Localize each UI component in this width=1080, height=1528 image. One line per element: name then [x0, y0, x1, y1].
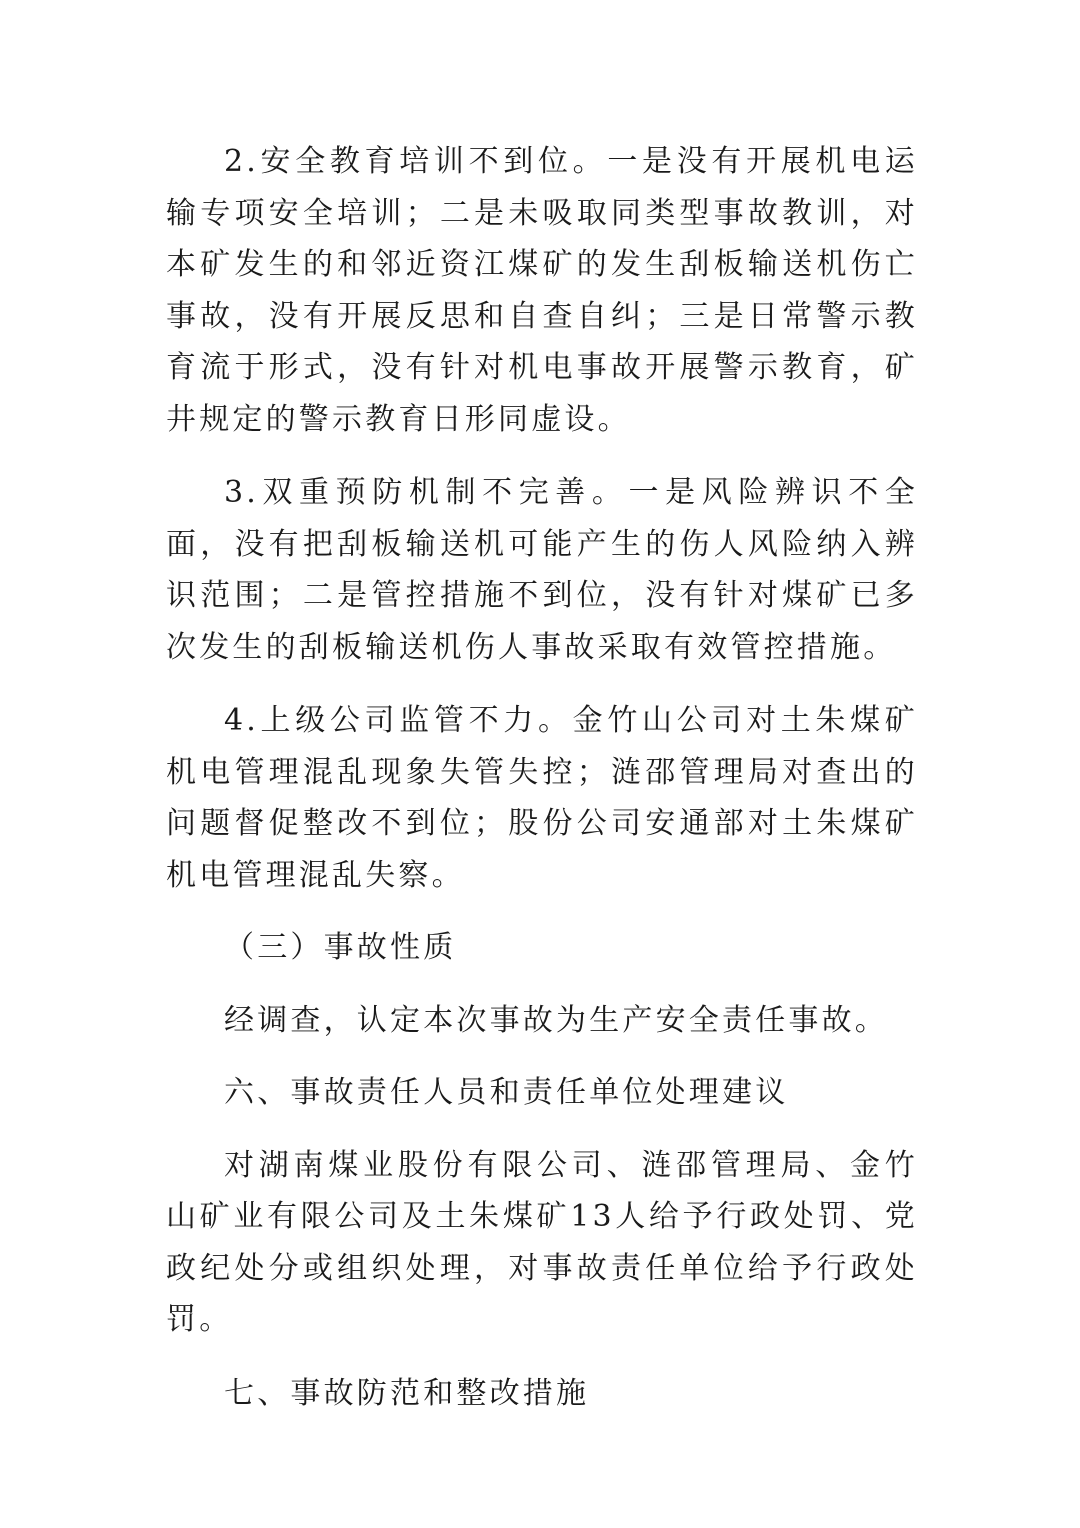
paragraph-dual-prevention: 3.双重预防机制不完善。一是风险辨识不全面，没有把刮板输送机可能产生的伤人风险纳入辨识范围；二是管控措施不到位，没有针对煤矿已多次发生的刮板输送机伤人事故采取有效管控措施。	[166, 475, 918, 665]
paragraph-supervision: 4.上级公司监管不力。金竹山公司对土朱煤矿机电管理混乱现象失管失控；涟邵管理局对查出的问题督促整改不到位；股份公司安通部对土朱煤矿机电管理混乱失察。	[166, 703, 918, 893]
section-heading-prevention: 七、事故防范和整改措施	[224, 1375, 590, 1411]
section-heading-accident-nature: （三）事故性质	[224, 930, 457, 965]
section-heading-responsibility: 六、事故责任人员和责任单位处理建议	[224, 1075, 789, 1110]
document-body	[166, 136, 918, 1419]
paragraph-accident-nature: 经调查，认定本次事故为生产安全责任事故。	[224, 1002, 888, 1038]
paragraph-responsibility: 对湖南煤业股份有限公司、涟邵管理局、金竹山矿业有限公司及土朱煤矿13人给予行政处罚、党政纪处分或组织处理，对事故责任单位给予行政处罚。	[166, 1147, 918, 1337]
paragraph-education-training: 2.安全教育培训不到位。一是没有开展机电运输专项安全培训；二是未吸取同类型事故教训，对本矿发生的和邻近资江煤矿的发生刮板输送机伤亡事故，没有开展反思和自查自纠；三是日常警示教育流于形式，没有针对机电事故开展警示教育，矿井规定的警示教育日形同虚设。	[166, 144, 918, 437]
